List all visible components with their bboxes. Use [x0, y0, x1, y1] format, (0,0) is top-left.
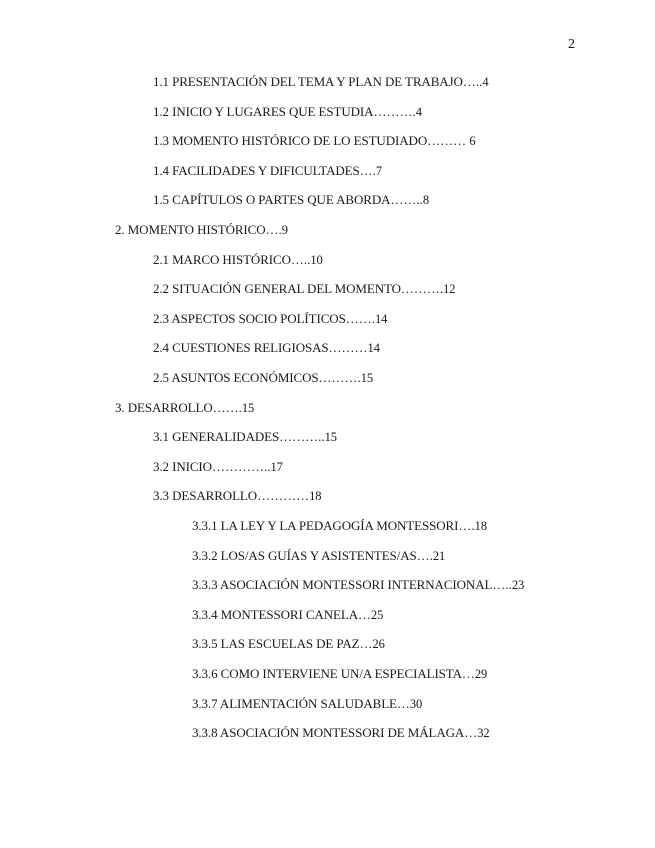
toc-entry: [153, 133, 476, 149]
toc-entry: [153, 370, 373, 386]
toc-entry-title: 3.1 GENERALIDADES: [153, 429, 280, 445]
toc-entry-leader: ….: [265, 222, 282, 237]
toc-entry-page: 32: [477, 726, 490, 741]
toc-entry-page: 10: [310, 252, 323, 267]
toc-entry: [153, 459, 283, 475]
toc-entry-page: 26: [372, 637, 385, 652]
toc-entry: [153, 311, 387, 327]
toc-entry-title: 2.1 MARCO HISTÓRICO: [153, 251, 291, 267]
toc-entry-page: 15: [324, 430, 337, 445]
toc-entry-title: 3.3.1 LA LEY Y LA PEDAGOGÍA MONTESSORI: [192, 518, 459, 533]
toc-entry-leader: …………: [257, 488, 310, 504]
toc-entry: [153, 429, 337, 445]
toc-entry: [153, 340, 380, 356]
toc-entry-page: 18: [309, 489, 322, 504]
toc-entry-title: 3.3.7 ALIMENTACIÓN SALUDABLE: [192, 695, 397, 711]
toc-entry: [153, 74, 488, 90]
toc-entry-page: 6: [469, 134, 476, 149]
toc-entry-title: 3. DESARROLLO: [115, 399, 213, 415]
toc-entry-page: 23: [511, 578, 525, 593]
toc-entry: [192, 607, 383, 623]
toc-entry-leader: …..: [492, 577, 512, 593]
toc-entry-leader: ………: [328, 340, 368, 356]
toc-entry-leader: …..: [290, 251, 311, 267]
toc-entry: [153, 488, 321, 504]
toc-entry-leader: ………: [427, 133, 470, 149]
toc-entry-leader: ……..: [390, 192, 423, 208]
toc-entry: [115, 400, 254, 416]
toc-entry-title: 1.2 INICIO Y LUGARES QUE ESTUDIA: [153, 103, 374, 119]
toc-entry-leader: …..: [462, 74, 483, 89]
toc-entry: [153, 252, 323, 268]
toc-entry-leader: …: [357, 606, 371, 622]
toc-entry-page: 7: [375, 163, 383, 178]
toc-entry: [192, 696, 422, 712]
toc-entry-title: 2. MOMENTO HISTÓRICO: [115, 222, 266, 237]
toc-entry-title: 1.5 CAPÍTULOS O PARTES QUE ABORDA: [153, 192, 391, 208]
toc-entry-leader: …: [396, 695, 410, 711]
toc-entry: [192, 636, 385, 652]
toc-entry-page: 30: [409, 696, 423, 711]
toc-entry: [153, 281, 455, 297]
toc-entry-page: 4: [415, 104, 422, 119]
toc-entry-title: 2.3 ASPECTOS SOCIO POLÍTICOS: [153, 310, 346, 326]
toc-entry: [192, 725, 490, 741]
toc-entry-leader: ….: [458, 518, 475, 533]
toc-entry-title: 2.4 CUESTIONES RELIGIOSAS: [153, 340, 329, 356]
toc-entry-title: 3.3.2 LOS/AS GUÍAS Y ASISTENTES/AS: [192, 547, 417, 563]
toc-entry-title: 2.2 SITUACIÓN GENERAL DEL MOMENTO: [153, 281, 401, 297]
toc-entry-page: 29: [474, 667, 488, 681]
toc-entry-page: 18: [474, 519, 487, 533]
toc-entry-leader: ……….: [318, 370, 361, 385]
toc-entry-page: 14: [374, 311, 388, 326]
toc-entry-leader: …: [461, 666, 475, 681]
toc-entry-page: 8: [422, 193, 430, 208]
toc-entry: [192, 548, 445, 564]
toc-entry-title: 1.3 MOMENTO HISTÓRICO DE LO ESTUDIADO: [153, 133, 428, 149]
toc-entry-page: 9: [281, 223, 288, 237]
toc-entry-leader: ….: [359, 162, 376, 178]
toc-entry: [153, 163, 382, 179]
toc-entry-title: 3.3 DESARROLLO: [153, 488, 258, 504]
toc-entry: [115, 222, 288, 238]
toc-entry-page: 14: [367, 341, 380, 356]
toc-entry: [192, 518, 487, 534]
toc-entry-title: 3.3.8 ASOCIACIÓN MONTESSORI DE MÁLAGA: [192, 725, 465, 741]
toc-entry: [153, 192, 429, 208]
toc-entry-leader: …….: [212, 399, 242, 415]
toc-entry-page: 12: [443, 282, 456, 297]
page-number: 2: [568, 37, 575, 52]
toc-entry-leader: …………..: [211, 458, 271, 474]
toc-entry: [192, 577, 524, 593]
toc-entry-page: 17: [270, 459, 283, 474]
toc-entry-title: 3.3.4 MONTESSORI CANELA: [192, 606, 358, 622]
toc-entry-page: 25: [370, 607, 384, 622]
toc-entry-title: 3.3.6 COMO INTERVIENE UN/A ESPECIALISTA: [192, 666, 462, 681]
toc-entry-leader: …: [464, 725, 478, 741]
toc-entry-title: 3.3.3 ASOCIACIÓN MONTESSORI INTERNACIONAL: [192, 577, 493, 593]
toc-entry-title: 1.1 PRESENTACIÓN DEL TEMA Y PLAN DE TRABAJO: [153, 74, 463, 89]
toc-entry-title: 3.2 INICIO: [153, 458, 212, 474]
toc-entry-leader: ……….: [373, 103, 416, 119]
toc-entry-leader: ….: [416, 547, 433, 563]
toc-entry-title: 3.3.5 LAS ESCUELAS DE PAZ: [192, 636, 360, 652]
toc-entry: [192, 666, 487, 682]
toc-entry-page: 15: [241, 400, 255, 415]
toc-entry: [153, 104, 422, 120]
toc-entry-page: 15: [360, 371, 374, 385]
toc-entry-page: 21: [432, 548, 446, 563]
toc-entry-leader: …: [359, 636, 373, 652]
toc-entry-leader: ……….: [400, 281, 444, 297]
toc-entry-title: 2.5 ASUNTOS ECONÓMICOS: [153, 370, 319, 385]
toc-entry-page: 4: [482, 75, 489, 89]
toc-entry-leader: ………..: [279, 429, 325, 445]
toc-entry-title: 1.4 FACILIDADES Y DIFICULTADES: [153, 162, 360, 178]
toc-entry-leader: …….: [345, 310, 375, 326]
